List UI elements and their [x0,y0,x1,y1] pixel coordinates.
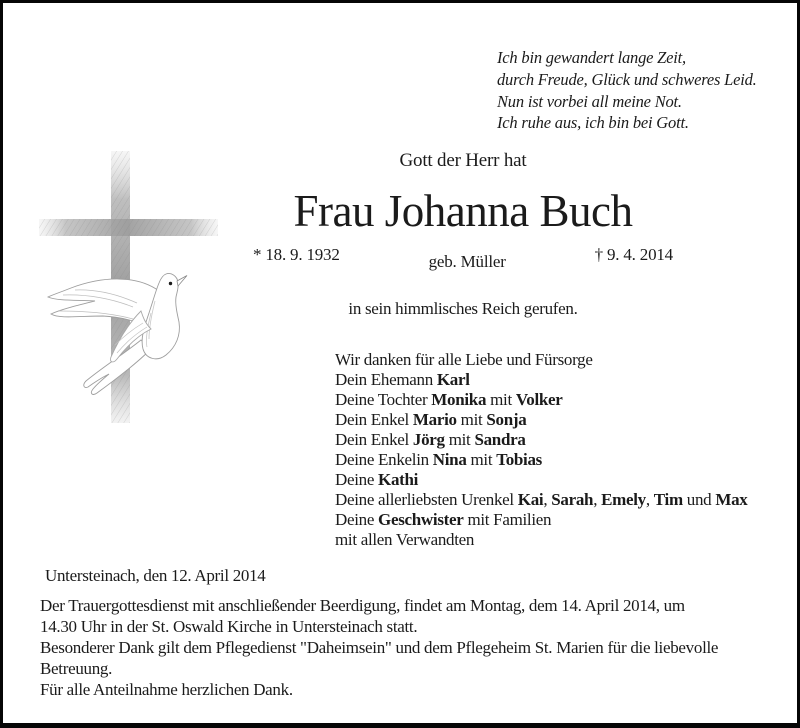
text-line [335,530,748,550]
text-segment: Dein Enkel [335,410,413,429]
text-segment: mit [486,390,516,409]
family-member-name: Nina [432,450,467,469]
place-date-line: Untersteinach, den 12. April 2014 [45,566,266,585]
family-member-name: Kai [517,490,544,509]
life-dates-row [253,245,673,272]
family-member-name: Sonja [486,410,527,429]
text-segment: Wir danken für alle Liebe und Fürsorge [335,350,593,369]
text-segment: , [645,490,654,509]
text-line: Nun ist vorbei all meine Not. [497,91,682,111]
text-segment: mit allen Verwandten [335,530,475,549]
text-line [335,410,748,430]
text-segment: mit Familien [463,510,552,529]
text-line [335,350,748,370]
text-line [335,370,748,390]
text-segment: mit [456,410,487,429]
family-member-name: Karl [436,370,470,389]
family-member-name: Kathi [378,470,419,489]
funeral-details [40,595,718,700]
text-line [335,510,748,530]
maiden-name: geb. Müller [428,252,506,271]
text-segment: mit [466,450,497,469]
text-line [335,470,748,490]
birth-date: * 18. 9. 1932 [253,245,340,264]
family-member-name: Jörg [412,430,445,449]
text-segment: Deine Tochter [335,390,432,409]
family-member-name: Tobias [496,450,542,469]
family-member-name: Mario [412,410,457,429]
deceased-name: Frau Johanna Buch [293,186,633,236]
family-thanks-list [335,350,748,550]
text-segment: Dein Enkel [335,430,413,449]
text-line: Besonderer Dank gilt dem Pflegedienst "Daheimsein" und dem Pflegeheim St. Marien für die liebevolle [40,638,719,657]
text-segment: Deine allerliebsten Urenkel [335,490,518,509]
text-line: Betreuung. [40,659,113,678]
text-line [335,430,748,450]
memorial-artwork [33,143,253,433]
family-member-name: Tim [653,490,683,509]
family-member-name: Sandra [474,430,526,449]
family-member-name: Volker [515,390,563,409]
text-line [335,490,748,510]
text-segment: , [543,490,552,509]
family-member-name: Emely [601,490,646,509]
family-member-name: Monika [431,390,487,409]
text-segment: , [593,490,602,509]
text-line: durch Freude, Glück und schweres Leid. [497,69,757,89]
text-segment: Dein Ehemann [335,370,437,389]
death-date: † 9. 4. 2014 [594,245,673,264]
text-line [335,390,748,410]
text-segment: Deine [335,470,379,489]
text-segment: und [682,490,716,509]
memorial-poem [497,47,787,134]
family-member-name: Geschwister [378,510,464,529]
text-line: Ich ruhe aus, ich bin bei Gott. [497,113,689,133]
called-line: in sein himmlisches Reich gerufen. [348,299,578,318]
text-line: Für alle Anteilnahme herzlichen Dank. [40,680,293,699]
text-line: 14.30 Uhr in der St. Oswald Kirche in Untersteinach statt. [40,617,418,636]
family-member-name: Sarah [551,490,594,509]
text-line [335,450,748,470]
text-line: Der Trauergottesdienst mit anschließender Beerdigung, findet am Montag, dem 14. April 2014, um [40,596,685,615]
family-member-name: Max [715,490,748,509]
text-line: Ich bin gewandert lange Zeit, [497,48,686,67]
text-segment: Deine Enkelin [335,450,433,469]
intro-line: Gott der Herr hat [399,150,527,171]
text-segment: mit [444,430,475,449]
text-segment: Deine [335,510,379,529]
